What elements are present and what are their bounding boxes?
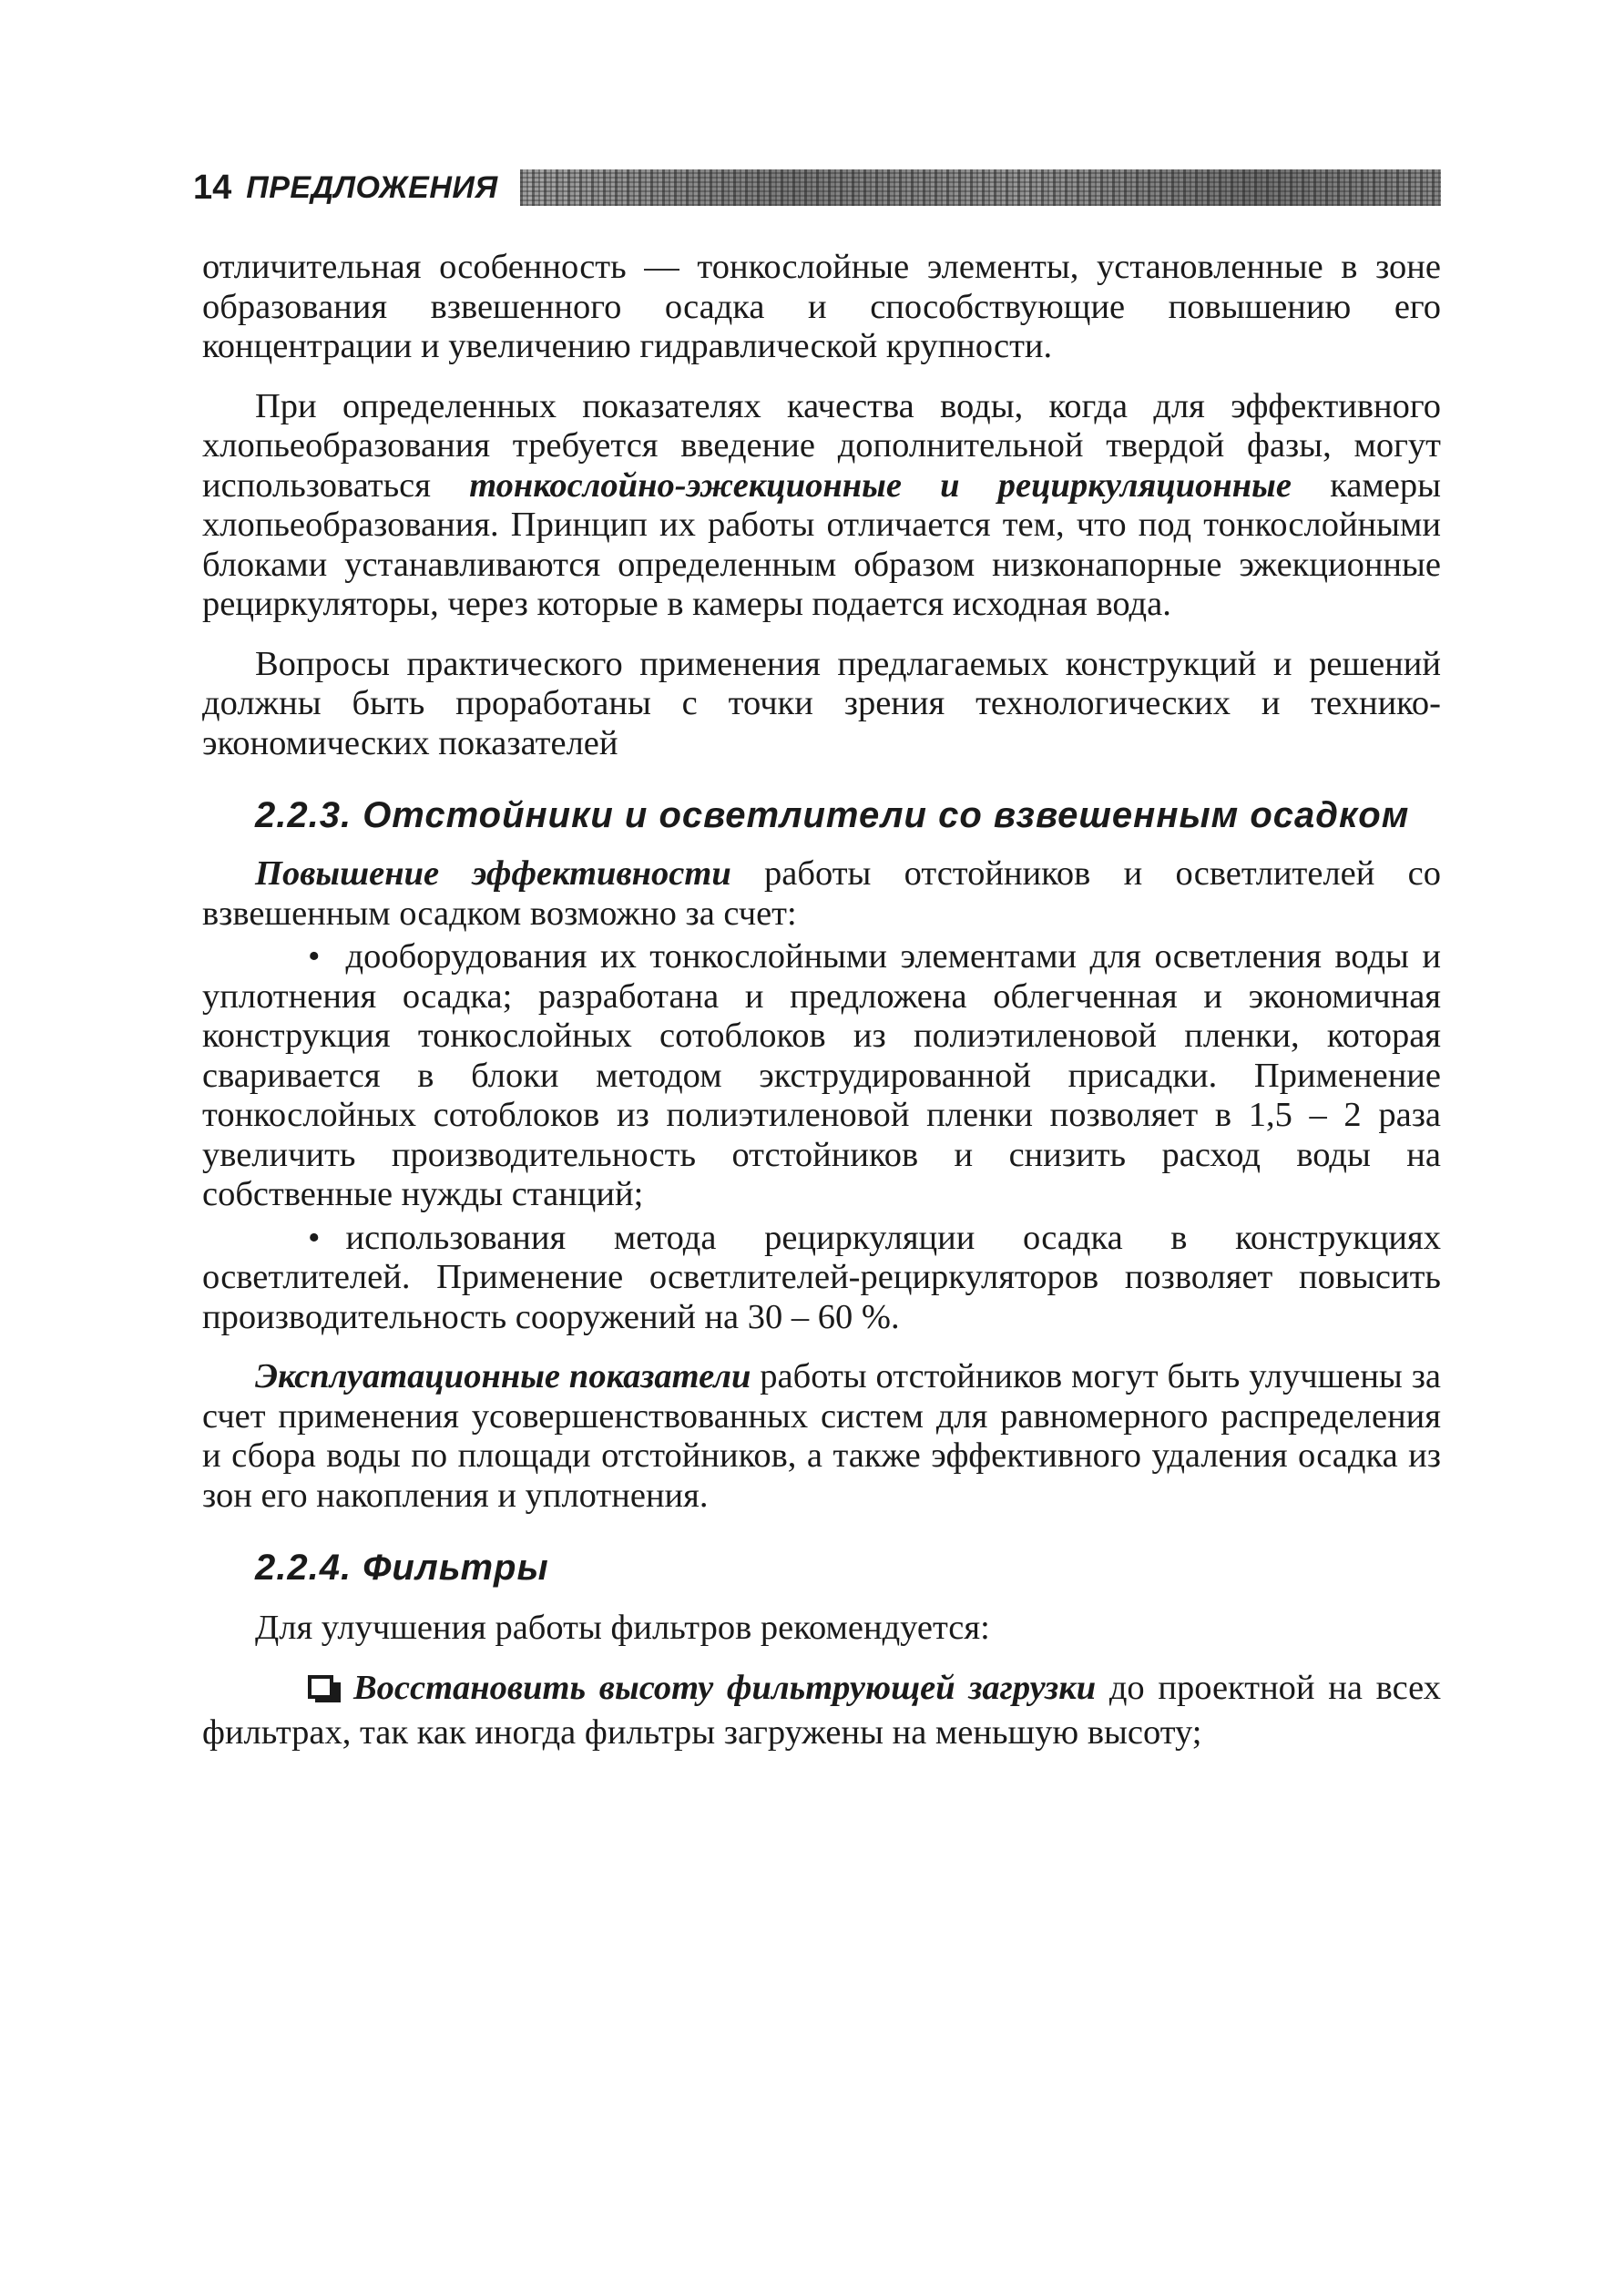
paragraph-text: работы отстойников могут быть улучшены за счет применения усовершенствованных систем для равномерного распределения и сбора воды по площади отстойников, а также эффективного удаления осадка из зон его накопления и уплотнения. [202, 1357, 1441, 1515]
paragraph-text: камеры хлопьеобразования. Принцип их работы отличается тем, что под тонкослойными блоками устанавливаются определенным образом низконапорные эжекционные рециркуляторы, через которые в камеры подается исходная вода. [202, 465, 1442, 623]
bullet-item [202, 937, 1441, 1215]
section-heading-2-2-3: 2.2.3. Отстойники и осветлители со взвешенным осадком [255, 795, 1410, 835]
bullet-icon: • [308, 1218, 321, 1257]
bullet-text: дооборудования их тонкослойными элементами для осветления воды и уплотнения осадка; разработана и предложена облегченная и экономичная конструкция тонкослойных сотоблоков из полиэтиленовой пленки, которая сваривается в блоки методом экструдированной присадки. Применение тонкослойных сотоблоков из полиэтиленовой пленки позволяет в 1,5 – 2 раза увеличить производительность отстойников и снизить расход воды на собственные нужды станций; [202, 937, 1441, 1213]
emphasis-restore-height: Восстановить высоту фильтрующей загрузки [353, 1668, 1097, 1707]
emphasis-efficiency: Повышение эффективности [255, 854, 731, 893]
chapter-title: ПРЕДЛОЖЕНИЯ [246, 169, 498, 205]
recommendation-item [202, 1669, 1441, 1753]
paragraph-flocculation [202, 387, 1441, 625]
bullet-icon: • [308, 937, 321, 976]
emphasis-chamber-types: тонкослойно-эжекционные и рециркуляционные [469, 465, 1292, 505]
page-number: 14 [193, 168, 232, 207]
paragraph-text: до проектной на всех фильтрах, так как иногда фильтры загружены на меньшую высоту; [202, 1668, 1441, 1752]
bullet-text: использования метода рециркуляции осадка в конструкциях осветлителей. Применение осветлителей-рециркуляторов позволяет повысить производительность сооружений на 30 – 60 %. [202, 1218, 1441, 1336]
paragraph-operations [202, 1357, 1441, 1516]
paragraph-efficiency [202, 854, 1441, 934]
section-heading-2-2-4: 2.2.4. Фильтры [255, 1548, 549, 1588]
checkbox-icon [255, 1673, 344, 1714]
running-header [193, 162, 1441, 213]
paragraph-continuation: отличительная особенность — тонкослойные элементы, установленные в зоне образования взвешенного осадка и способствующие повышению его концентрации и увеличению гидравлической крупности. [202, 248, 1441, 365]
paragraph-text: работы отстойников и осветлителей со взвешенным осадком возможно за счет: [202, 854, 1441, 933]
header-decorative-band [520, 169, 1441, 206]
emphasis-operations: Эксплуатационные показатели [255, 1357, 751, 1395]
paragraph-questions: Вопросы практического применения предлагаемых конструкций и решений должны быть проработаны с точки зрения технологических и технико-экономических показателей [202, 644, 1441, 762]
bullet-item [202, 1219, 1441, 1338]
paragraph-text: При определенных показателях качества воды, когда для эффективного хлопьеобразования требуется введение дополнительной твердой фазы, могут использоваться [202, 386, 1441, 505]
paragraph-filters-intro: Для улучшения работы фильтров рекомендуется: [255, 1609, 990, 1647]
body-text [202, 248, 1441, 1753]
